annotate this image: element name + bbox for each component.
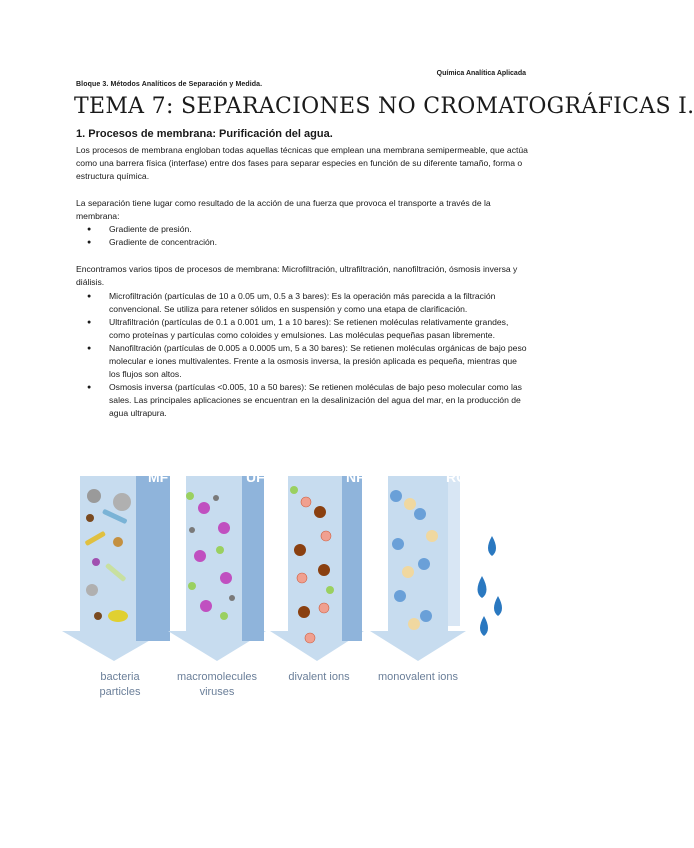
label-viruses: viruses [199,686,235,698]
block-title: Bloque 3. Métodos Analíticos de Separación y Medida. [76,81,263,88]
processes-list [76,290,528,420]
particle [86,584,98,596]
page-title: TEMA 7: SEPARACIONES NO CROMATOGRÁFICAS I. [74,94,694,119]
stage-label: UF [246,469,265,485]
stage-ro [370,469,502,661]
section-heading: 1. Procesos de membrana: Purificación del agua. [76,128,333,140]
stage-label: MF [148,469,169,485]
particle [92,558,100,566]
stage-label: RO [446,469,467,485]
paragraph-separation: La separación tiene lugar como resultado de la acción de una fuerza que provoca el transporte a través de la membrana: [76,198,491,221]
label-macromolecules: macromolecules [176,671,258,683]
membrane-bar [342,476,362,641]
list-item-reverse-osmosis: ● Osmosis inversa (partículas <0.005, 10 a 50 bares): Se retienen moléculas de bajo peso molecular como las sales. Las principales aplicaciones se encuentran en la desalinización del agua del mar, en la producción de agua ultrapura. [76,381,528,420]
list-item-nanofiltration: ● Nanofiltración (partículas de 0.005 a 0.0005 um, 5 a 30 bares): Se retienen moléculas orgánicas de bajo peso molecular e iones multivalentes. Frente a la osmosis inversa, la presión aplicada es pequeña, mientras que los flujos son altos. [76,342,528,381]
particle [94,612,102,620]
particle [86,514,94,522]
stage-mf [62,469,170,661]
water-drops [478,536,503,636]
label-divalent-ions: divalent ions [288,671,350,683]
membrane-bar [442,476,460,626]
list-item-microfiltration: ● Microfiltración (partículas de 10 a 0.05 um, 0.5 a 3 bares): Es la operación más parecida a la filtración convencional. Se utiliza para retener sólidos en suspensión y como una etapa de clarificación. [76,290,528,316]
paragraph-types: Encontramos varios tipos de procesos de membrana: Microfiltración, ultrafiltración, nanofiltración, ósmosis inversa y diálisis. [76,264,518,287]
membrane-processes-figure [74,466,510,706]
label-particles: particles [99,686,141,698]
list-item-ultrafiltration: ● Ultrafiltración (partículas de 0.1 a 0.001 um, 1 a 10 bares): Se retienen moléculas relativamente grandes, como proteínas y partículas como coloides y emulsiones. Las moléculas pequeñas pasan libremente. [76,316,528,342]
list-item: ● Gradiente de concentración. [76,236,528,249]
membrane-bar [242,476,264,641]
label-bacteria: bacteria [100,671,140,683]
list-item: ● Gradiente de presión. [76,223,528,236]
particle [113,493,131,511]
membrane-bar [136,476,170,641]
particle [108,610,128,622]
particle [87,489,101,503]
stage-nf [270,469,365,661]
particle [113,537,123,547]
stage-label: NF [346,469,365,485]
forces-list [76,223,528,249]
paragraph-intro: Los procesos de membrana engloban todas aquellas técnicas que emplean una membrana semipermeable, que actúa como una barrera física (interfase) entre dos fases para separar especies en función de su diferente tamaño, forma o estructura química. [76,145,528,181]
course-name: Química Analítica Aplicada [436,70,526,77]
label-monovalent-ions: monovalent ions [377,671,459,683]
stage-uf [168,469,266,661]
